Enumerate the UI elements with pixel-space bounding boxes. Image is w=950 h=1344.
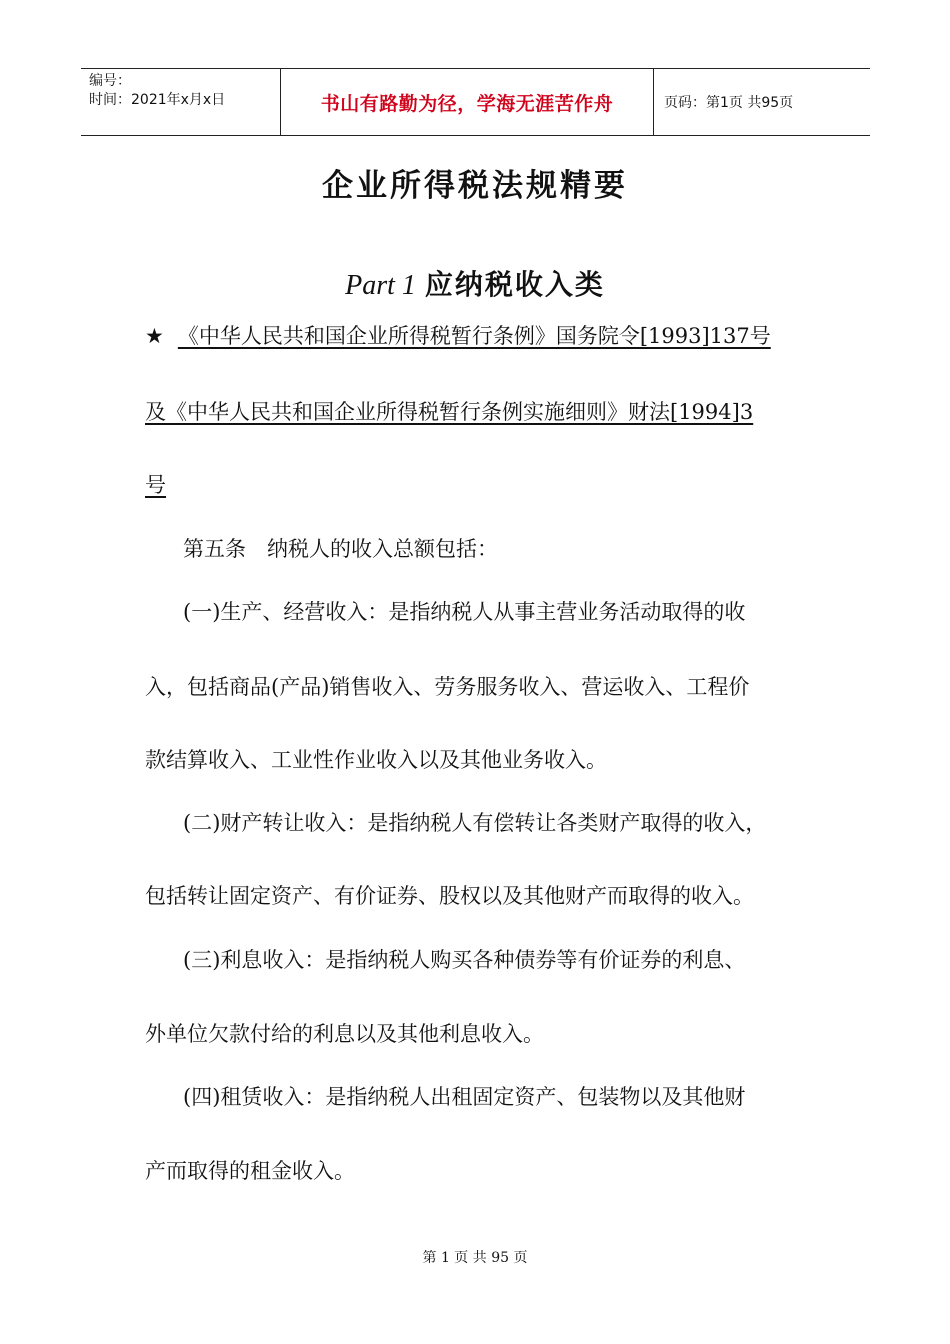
header-motto: 书山有路勤为径，学海无涯苦作舟 [281, 69, 654, 135]
body-line: 产而取得的租金收入。 [145, 1159, 355, 1183]
star-icon: ★ [145, 324, 164, 348]
reference-line-2 [145, 396, 753, 426]
body-line-item-4: (四)租赁收入：是指纳税人出租固定资产、包装物以及其他财 [183, 1085, 746, 1109]
header-meta [81, 69, 281, 135]
body-line: 入，包括商品(产品)销售收入、劳务服务收入、营运收入、工程价 [145, 675, 750, 699]
reference-line-3 [145, 469, 166, 499]
code-label: 编号： [89, 73, 131, 89]
body-line: 外单位欠款付给的利息以及其他利息收入。 [145, 1022, 544, 1046]
body-line-item-1: (一)生产、经营收入：是指纳税人从事主营业务活动取得的收 [183, 600, 746, 624]
part-heading [0, 263, 950, 303]
reference-line-1 [145, 320, 771, 350]
body-line: 包括转让固定资产、有价证券、股权以及其他财产而取得的收入。 [145, 884, 754, 908]
part-number: Part 1 [345, 270, 416, 301]
reference-text-1: 《中华人民共和国企业所得税暂行条例》国务院令[1993]137号 [177, 324, 771, 348]
body-line: 款结算收入、工业性作业收入以及其他业务收入。 [145, 748, 607, 772]
part-name: 应纳税收入类 [424, 268, 605, 301]
document-title: 企业所得税法规精要 [322, 168, 628, 204]
body-line-item-3: (三)利息收入：是指纳税人购买各种债券等有价证券的利息、 [183, 948, 746, 972]
page-footer: 第 1 页 共 95 页 [422, 1250, 528, 1266]
body-line-article: 第五条 纳税人的收入总额包括： [183, 537, 498, 561]
body-line-item-2: (二)财产转让收入：是指纳税人有偿转让各类财产取得的收入， [183, 811, 767, 835]
date-label: 时间：2021年x月x日 [89, 92, 226, 108]
page-header [81, 68, 870, 136]
reference-text-3: 号 [145, 473, 166, 497]
header-page-info: 页码：第1页 共95页 [664, 95, 794, 111]
reference-text-2: 及《中华人民共和国企业所得税暂行条例实施细则》财法[1994]3 [145, 400, 754, 424]
